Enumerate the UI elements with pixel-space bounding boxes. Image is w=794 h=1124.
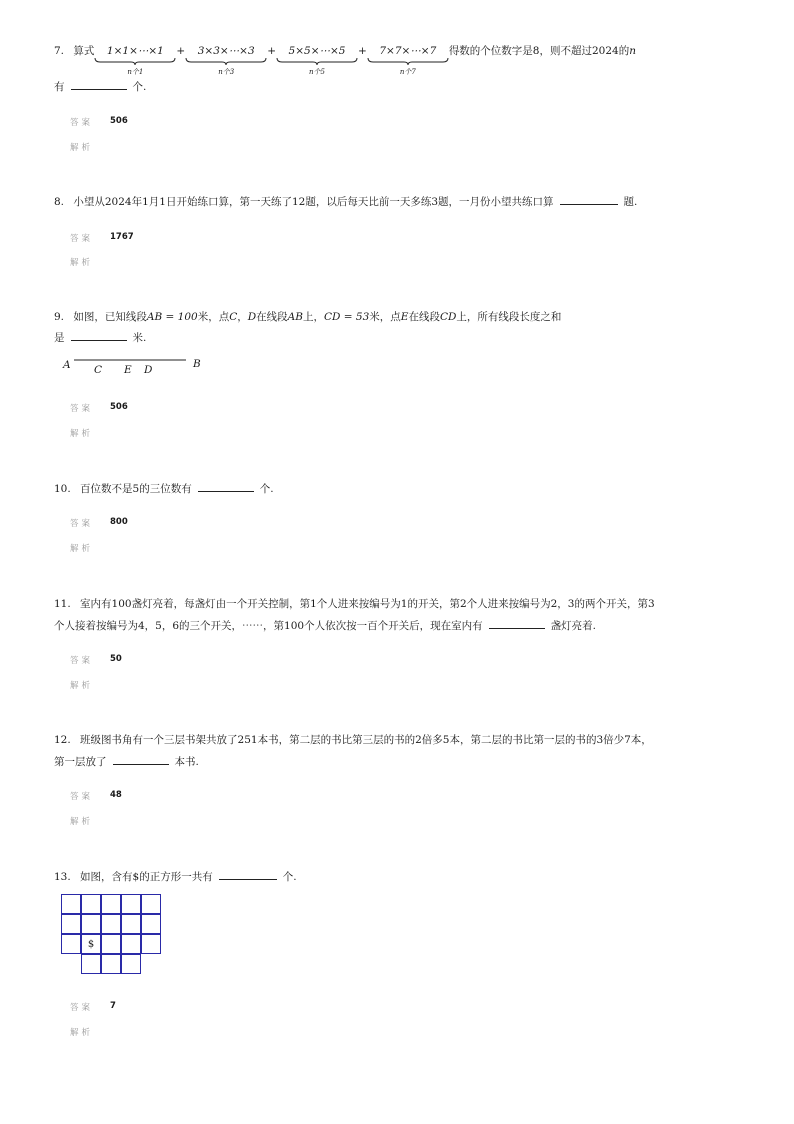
question-number: 13.	[54, 871, 71, 883]
answer-blank[interactable]	[219, 878, 277, 880]
grid-cell	[61, 934, 81, 954]
answer-value: 7	[110, 1001, 116, 1011]
grid-cell-dollar: $	[81, 934, 101, 954]
question-12	[54, 733, 652, 747]
grid-cell	[141, 914, 161, 934]
grid-cell	[81, 914, 101, 934]
grid-cell	[121, 954, 141, 974]
question-12-line-2: 第一层放了 本书.	[54, 756, 199, 768]
question-text-line-1: 室内有100盏灯亮着，每盏灯由一个开关控制，第1个人进来按编号为1的开关，第2个人进来按编号为2，3的两个开关，第3	[80, 598, 655, 610]
answer-label: 答案	[70, 1003, 94, 1013]
grid-cell	[101, 894, 121, 914]
segment-line	[60, 352, 210, 382]
question-text: 小望从2024年1月1日开始练口算，第一天练了12题，以后每天比前一天多练3题，一月份小望共练口算	[73, 196, 554, 208]
answer-label: 答案	[70, 118, 94, 128]
answer-blank[interactable]	[71, 339, 127, 341]
answer-value: 506	[110, 116, 128, 126]
question-prefix: 算式	[73, 45, 95, 57]
point-e-label: E	[124, 364, 132, 376]
answer-label: 答案	[70, 404, 94, 414]
answer-value: 50	[110, 654, 122, 664]
grid-cell	[121, 894, 141, 914]
question-11	[54, 597, 655, 611]
answer-label: 答案	[70, 656, 94, 666]
grid-cell	[61, 894, 81, 914]
underbrace-term-5: 5×5×⋯×5 n个5	[276, 44, 358, 58]
square-grid-figure	[61, 894, 165, 978]
grid-cell	[101, 934, 121, 954]
answer-blank[interactable]	[71, 88, 127, 90]
grid-cell	[81, 954, 101, 974]
answer-blank[interactable]	[198, 490, 254, 492]
question-text-line-1: 班级图书角有一个三层书架共放了251本书，第二层的书比第三层的书的2倍多5本，第二层的书比第一层的书的3倍少7本，	[80, 734, 652, 746]
question-text: 如图，含有$的正方形一共有	[80, 871, 213, 883]
question-7-line-2: 有 个.	[54, 81, 147, 93]
analysis-label[interactable]: 解析	[70, 143, 94, 153]
analysis-label[interactable]: 解析	[70, 429, 94, 439]
answer-blank[interactable]	[489, 627, 545, 629]
question-number: 9.	[54, 311, 65, 323]
analysis-label[interactable]: 解析	[70, 817, 94, 827]
grid-cell	[121, 914, 141, 934]
answer-label: 答案	[70, 234, 94, 244]
question-9: 9. 如图，已知线段AB = 100米，点C，D在线段AB上，CD = 53米，点E在线段CD上，所有线段长度之和	[54, 311, 562, 323]
grid-cell	[141, 894, 161, 914]
answer-blank[interactable]	[113, 763, 169, 765]
question-11-line-2: 个人接着按编号为4，5，6的三个开关，⋯⋯，第100个人依次按一百个开关后，现在室内有 盏灯亮着.	[54, 620, 596, 632]
segment-figure	[60, 352, 210, 382]
question-text-line-2: 个人接着按编号为4，5，6的三个开关，⋯⋯，第100个人依次按一百个开关后，现在室内有	[54, 620, 483, 632]
answer-value: 48	[110, 790, 122, 800]
grid-cell	[61, 914, 81, 934]
answer-blank[interactable]	[560, 203, 618, 205]
grid-cell	[141, 934, 161, 954]
question-10: 10. 百位数不是5的三位数有 个.	[54, 483, 274, 495]
analysis-label[interactable]: 解析	[70, 1028, 94, 1038]
underbrace-term-7: 7×7×⋯×7 n个7	[367, 44, 449, 58]
question-number: 8.	[54, 196, 65, 208]
question-number: 12.	[54, 734, 71, 746]
underbrace-term-3: 3×3×⋯×3 n个3	[185, 44, 267, 58]
point-c-label: C	[94, 364, 103, 376]
analysis-label[interactable]: 解析	[70, 258, 94, 268]
grid-cell	[121, 934, 141, 954]
point-b-label: B	[193, 358, 201, 370]
question-13: 13. 如图，含有$的正方形一共有 个.	[54, 871, 297, 883]
answer-value: 1767	[110, 232, 134, 242]
question-text: 百位数不是5的三位数有	[80, 483, 192, 495]
analysis-label[interactable]: 解析	[70, 544, 94, 554]
answer-value: 506	[110, 402, 128, 412]
question-9-line-2: 是 米.	[54, 332, 147, 344]
question-7: 7. 算式 1×1×⋯×1 n个1 + 3×3×⋯×3 n个3 + 5×5×⋯×5 n个5 + 7×7×⋯×7 n个7 得数的个位数字是8，则不超过2024的n	[54, 45, 636, 76]
underbrace-term-1: 1×1×⋯×1 n个1	[94, 44, 176, 58]
answer-label: 答案	[70, 792, 94, 802]
point-d-label: D	[144, 364, 153, 376]
grid-cell	[101, 914, 121, 934]
answer-label: 答案	[70, 519, 94, 529]
answer-value: 800	[110, 517, 128, 527]
question-number: 7.	[54, 45, 65, 57]
question-8: 8. 小望从2024年1月1日开始练口算，第一天练了12题，以后每天比前一天多练3题，一月份小望共练口算 题.	[54, 196, 638, 208]
question-number: 11.	[54, 598, 71, 610]
question-number: 10.	[54, 483, 71, 495]
grid-cell	[81, 894, 101, 914]
analysis-label[interactable]: 解析	[70, 681, 94, 691]
point-a-label: A	[63, 359, 71, 371]
grid-cell	[101, 954, 121, 974]
